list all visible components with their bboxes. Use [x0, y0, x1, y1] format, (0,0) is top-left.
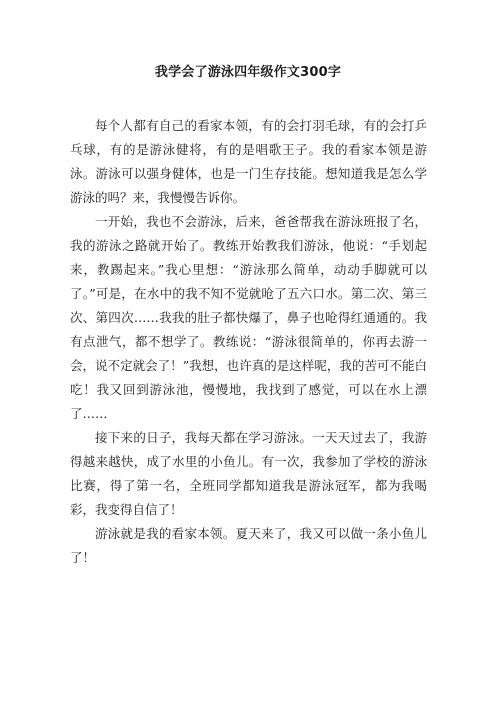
paragraph: 一开始，我也不会游泳，后来，爸爸帮我在游泳班报了名，我的游泳之路就开始了。教练开始教我们游泳，他说：“手划起来，教踢起来。”我心里想：“游泳那么简单，动动手脚就可以了。”可是，在水中的我不知不觉就呛了五六口水。第二次、第三次、第四次……我我的肚子都快爆了，鼻子也呛得红通通的。我有点泄气，都不想学了。教练说：“游泳很简单的，你再去游一会，说不定就会了！”我想，也许真的是这样呢，我的苦可不能白吃！我又回到游泳池，慢慢地，我找到了感觉，可以在水上漂了…… [70, 214, 427, 421]
document-body [70, 114, 427, 570]
paragraph: 游泳就是我的看家本领。夏天来了，我又可以做一条小鱼儿了！ [70, 526, 427, 565]
document-title: 我学会了游泳四年级作文300字 [154, 65, 342, 80]
paragraph: 接下来的日子，我每天都在学习游泳。一天天过去了，我游得越来越快，成了水里的小鱼儿。有一次，我参加了学校的游泳比赛，得了第一名，全班同学都知道我是游泳冠军，都为我喝彩，我变得自信了！ [70, 430, 427, 517]
paragraph: 每个人都有自己的看家本领，有的会打羽毛球，有的会打乒乓球，有的是游泳健将，有的是唱歌王子。我的看家本领是游泳。游泳可以强身健体，也是一门生存技能。想知道我是怎么学游泳的吗？来，我慢慢告诉你。 [70, 118, 427, 205]
